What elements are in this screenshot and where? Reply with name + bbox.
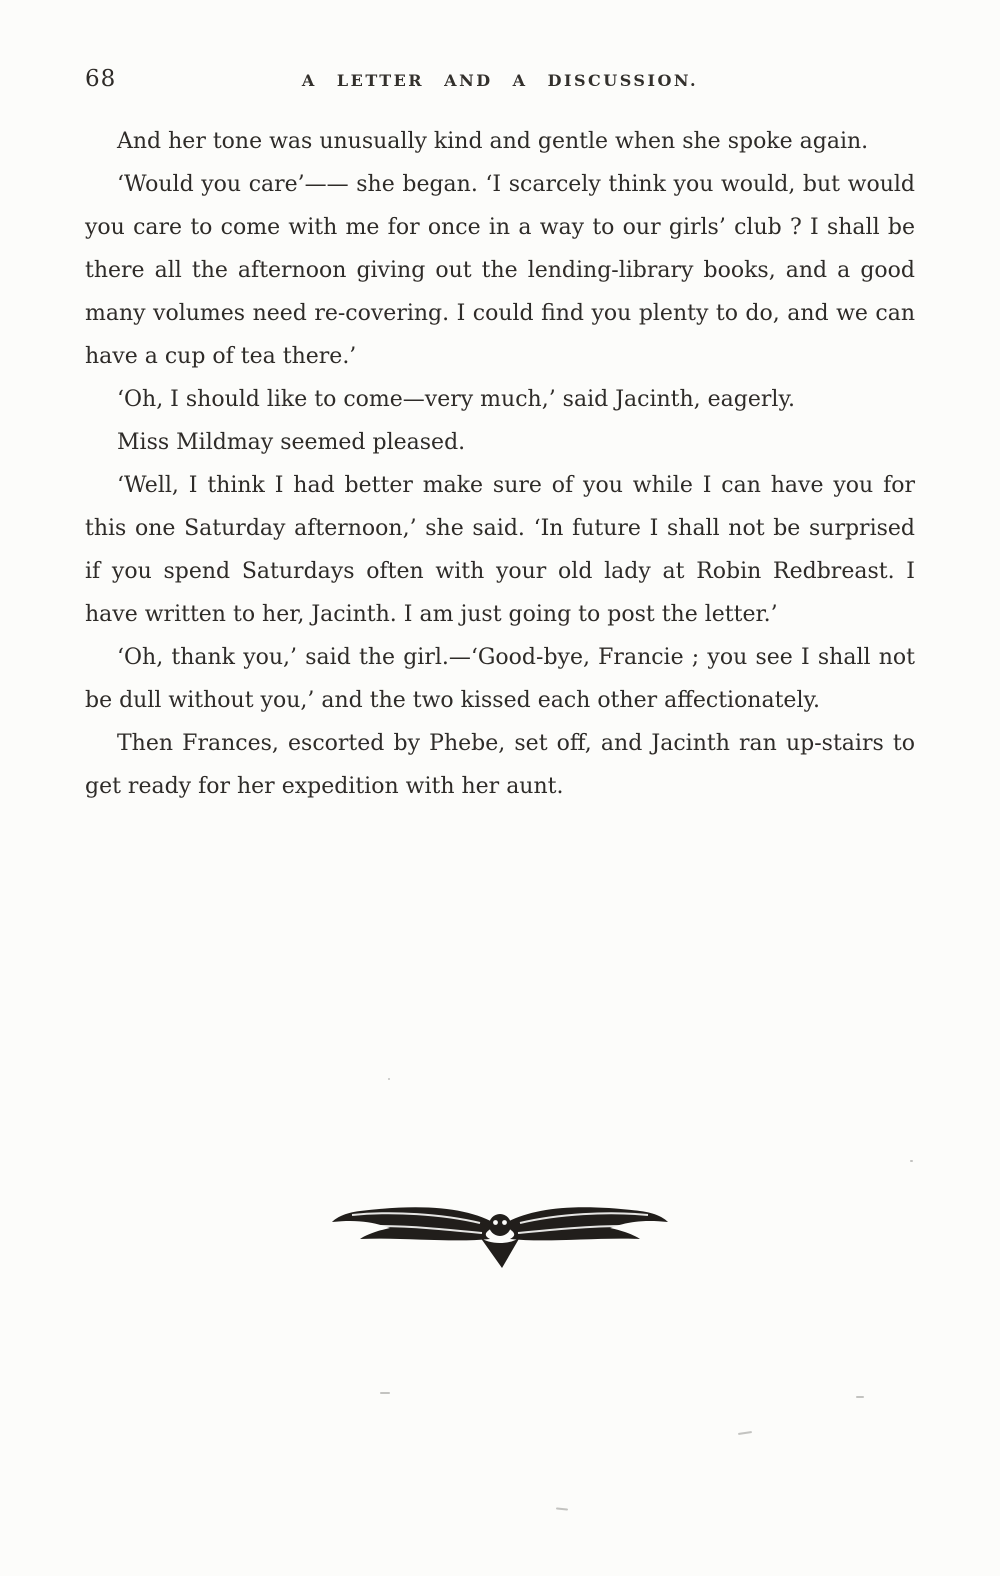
paragraph: ‘Would you care’—— she began. ‘I scarcely think you would, but would you care to come with me for once in a way to our girls’ club ? I shall be there all the afternoon giving out the lending-library books, and a good many volumes need re-covering. I could find you plenty to do, and we can have a cup of tea there.’	[85, 172, 915, 369]
page-header	[85, 64, 915, 94]
running-head: A LETTER AND A DISCUSSION.	[301, 71, 699, 90]
paragraph: Then Frances, escorted by Phebe, set off, and Jacinth ran up-stairs to get ready for her expedition with her aunt.	[85, 731, 915, 799]
scan-speck	[738, 1431, 752, 1435]
paragraph: ‘Well, I think I had better make sure of you while I can have you for this one Saturday afternoon,’ she said. ‘In future I shall not be surprised if you spend Saturdays often with your old lady at Robin Redbreast. I have written to her, Jacinth. I am just going to post the letter.’	[85, 473, 915, 627]
paragraph: Miss Mildmay seemed pleased.	[117, 430, 466, 455]
paragraph: ‘Oh, I should like to come—very much,’ said Jacinth, eagerly.	[117, 387, 795, 412]
paragraph: And her tone was unusually kind and gentle when she spoke again.	[117, 129, 869, 154]
winged-tailpiece-icon	[330, 1198, 670, 1270]
page-body	[85, 120, 915, 808]
paragraph: ‘Oh, thank you,’ said the girl.—‘Good-bye, Francie ; you see I shall not be dull without you,’ and the two kissed each other affectionately.	[85, 645, 915, 713]
scan-speck	[380, 1392, 390, 1394]
page-number: 68	[85, 66, 117, 92]
scan-speck	[556, 1507, 568, 1510]
scan-speck	[910, 1160, 913, 1162]
tailpiece-ornament	[0, 1198, 1000, 1274]
scan-speck	[856, 1396, 864, 1398]
scan-speck	[388, 1078, 390, 1080]
